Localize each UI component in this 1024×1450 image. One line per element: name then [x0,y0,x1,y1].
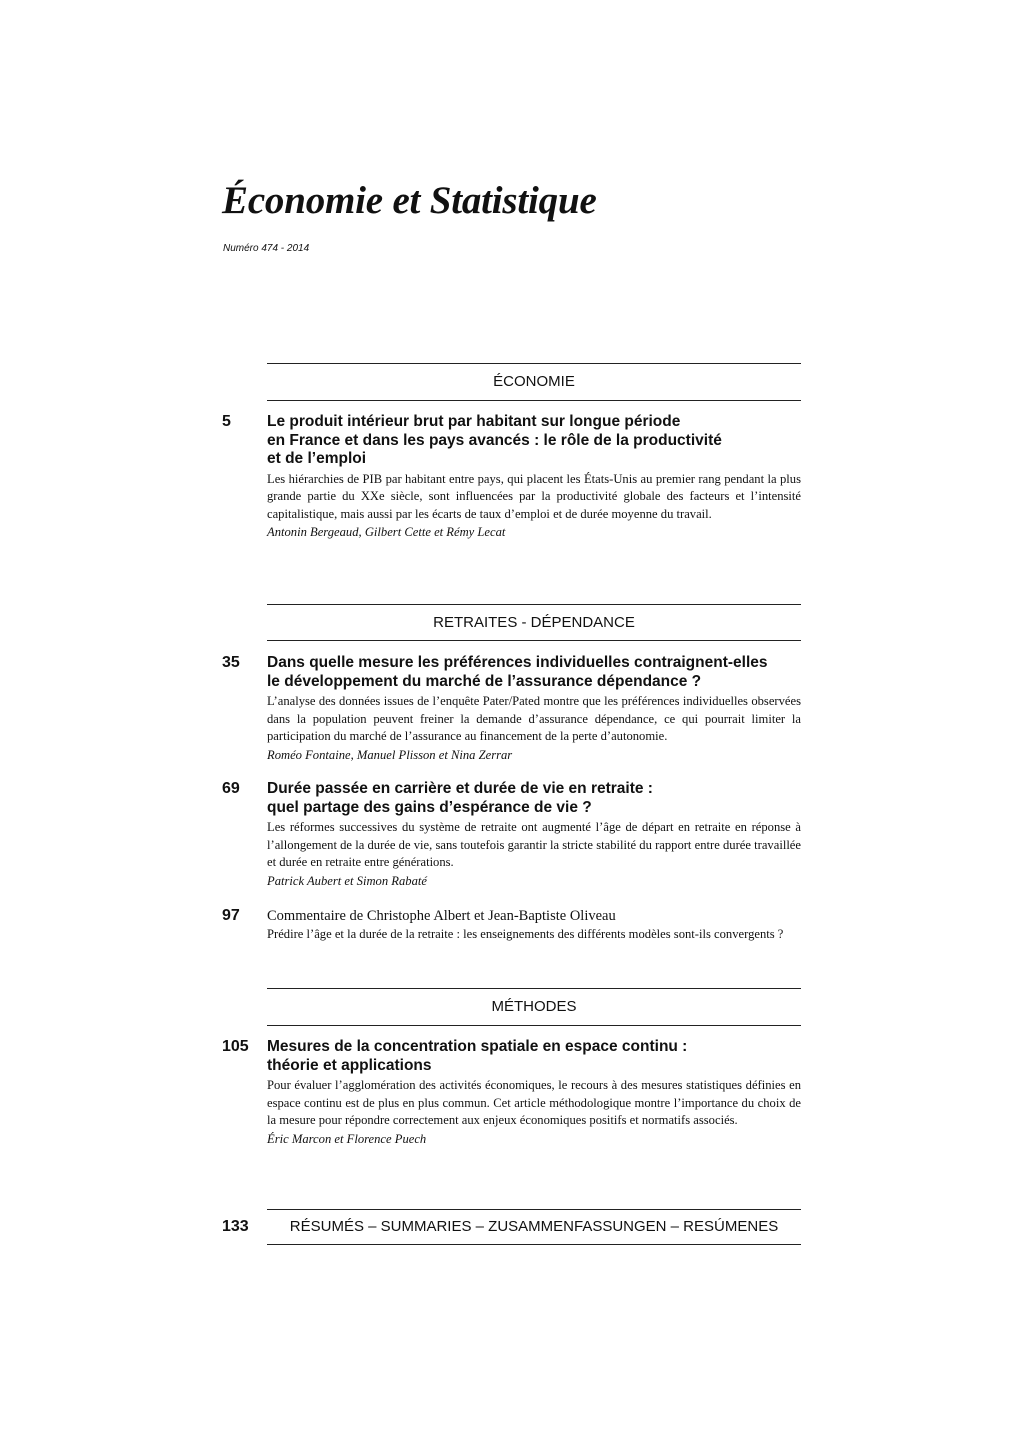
article-title: Mesures de la concentration spatiale en espace continu : théorie et applications [267,1038,688,1074]
article-authors: Roméo Fontaine, Manuel Plisson et Nina Zerrar [267,747,513,762]
section-heading-economie: ÉCONOMIE [267,363,801,401]
toc-entry[interactable] [222,413,801,541]
summaries-label: RÉSUMÉS – SUMMARIES – ZUSAMMENFASSUNGEN – RESÚMENES [267,1209,801,1245]
page-number: 133 [222,1218,249,1235]
article-abstract: Les hiérarchies de PIB par habitant entre pays, qui placent les États-Unis au premier rang pendant la plus grande partie du XXe siècle, sont influencées par la productivité globale des facteurs et l’intensité capitalistique, mais aussi par les écarts de taux d’emploi et de durée moyenne du travail. [267,471,801,521]
page-number: 35 [222,654,240,671]
toc-entry-summaries[interactable] [222,1209,801,1245]
journal-title: Économie et Statistique [222,179,597,222]
toc-entry[interactable] [222,780,801,890]
article-title: Le produit intérieur brut par habitant sur longue période en France et dans les pays avancés : le rôle de la productivité et de l’emploi [267,413,722,467]
article-authors: Antonin Bergeaud, Gilbert Cette et Rémy Lecat [267,525,506,539]
page-number: 5 [222,413,231,430]
section-heading-methodes: MÉTHODES [267,988,801,1026]
article-abstract: L’analyse des données issues de l’enquête Pater/Pated montre que les préférences individuelles observées dans la population peuvent freiner la demande d’assurance dépendance, ce qui pourrait limiter la participation du marché de l’assurance au financement de la perte d’autonomie. [267,694,801,743]
article-title: Durée passée en carrière et durée de vie en retraite : quel partage des gains d’espérance de vie ? [267,780,653,816]
page-number: 97 [222,907,240,924]
commentary-abstract: Prédire l’âge et la durée de la retraite : les enseignements des différents modèles sont-ils convergents ? [267,927,784,941]
article-authors: Éric Marcon et Florence Puech [267,1131,427,1146]
toc-entry[interactable] [222,654,801,764]
article-abstract: Les réformes successives du système de retraite ont augmenté l’âge de départ en retraite en réponse à l’allongement de la durée de vie, sans toutefois garantir la stricte stabilité du rapport entre durée travaillée et durée en retraite entre générations. [267,820,801,869]
article-abstract: Pour évaluer l’agglomération des activités économiques, le recours à des mesures statistiques définies en espace continu est de plus en plus commun. Cet article méthodologique montre l’importance du choix de la mesure pour répondre correctement aux enjeux économiques positifs et normatifs associés. [267,1078,801,1127]
page-number: 105 [222,1038,249,1055]
article-title: Dans quelle mesure les préférences individuelles contraignent-elles le développement du marché de l’assurance dépendance ? [267,654,768,690]
toc-entry-commentary[interactable] [222,907,801,944]
toc-entry[interactable] [222,1038,801,1148]
issue-number: Numéro 474 - 2014 [223,243,310,254]
article-authors: Patrick Aubert et Simon Rabaté [267,873,427,888]
commentary-title: Commentaire de Christophe Albert et Jean-Baptiste Oliveau [267,908,616,924]
page-number: 69 [222,780,240,797]
section-heading-retraites: RETRAITES - DÉPENDANCE [267,604,801,641]
